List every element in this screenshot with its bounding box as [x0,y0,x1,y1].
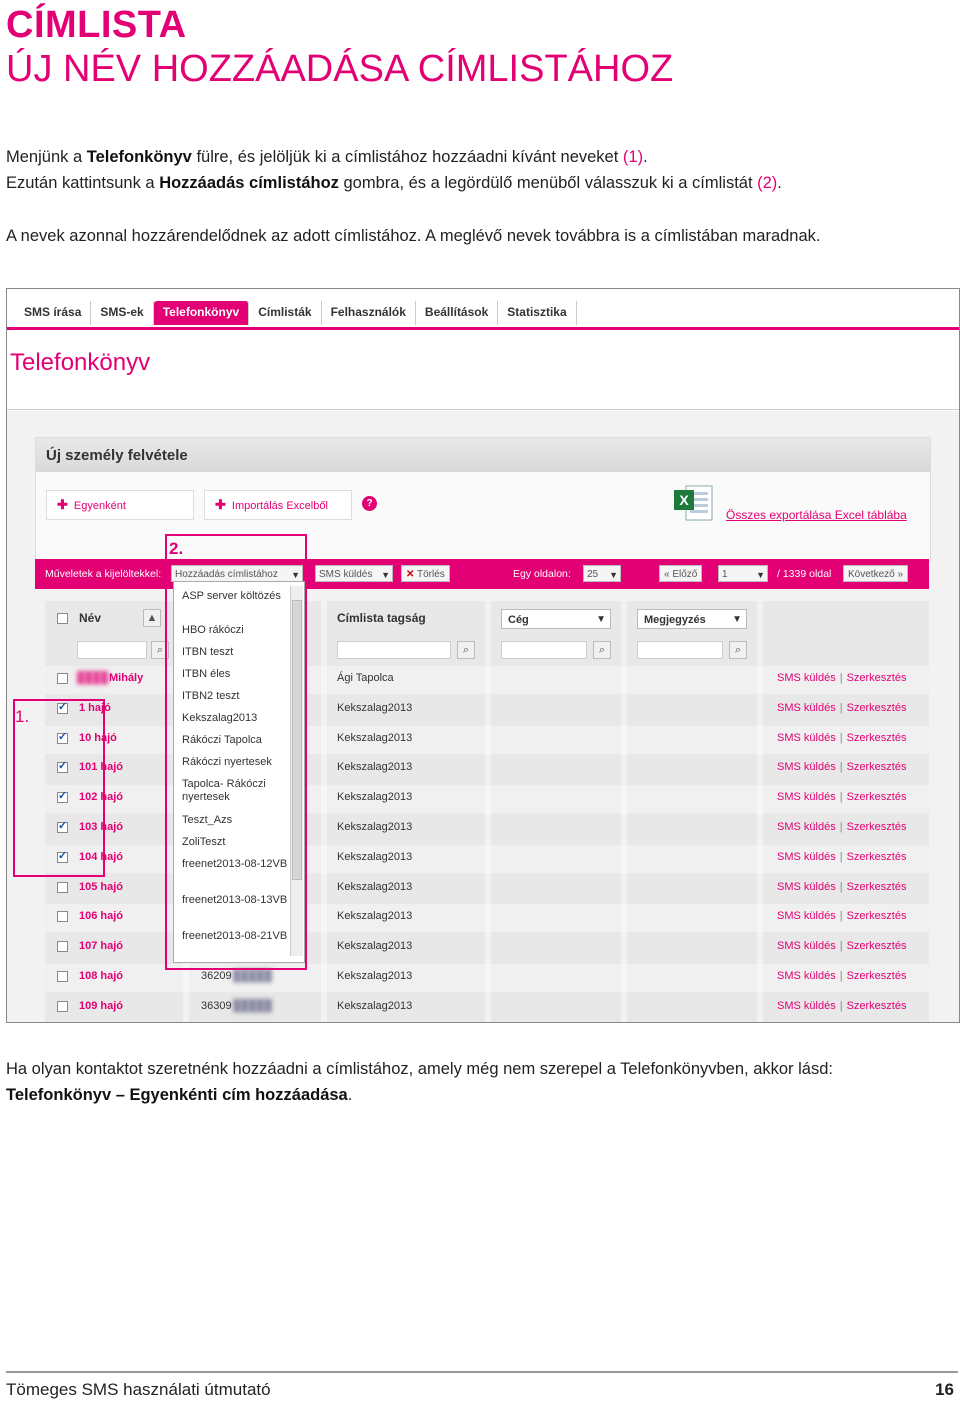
prev-page-button[interactable]: « Előző [659,565,702,582]
page-total: / 1339 oldal [777,568,832,580]
panel-title: Új személy felvétele [46,447,188,464]
company-column-select[interactable]: Cég ▼ [501,609,611,629]
row-actions [777,851,906,863]
send-sms-link[interactable]: SMS küldés [777,821,836,833]
contact-list-membership: Kekszalag2013 [337,702,413,714]
contact-list-membership: Kekszalag2013 [337,791,413,803]
sort-icon[interactable]: ▲ [143,609,161,627]
name-filter-input[interactable] [77,641,147,659]
row-checkbox[interactable] [57,1001,68,1012]
send-sms-link[interactable]: SMS küldés [777,1000,836,1012]
search-icon[interactable]: ⌕ [151,641,169,659]
nav-underline [7,327,959,330]
contact-list-membership: Kekszalag2013 [337,940,413,952]
contact-name[interactable]: 106 hajó [79,910,124,922]
page-select[interactable]: 1 ▼ [718,565,768,582]
actions-label: Műveletek a kijelöltekkel: [45,568,162,580]
tab-3[interactable]: Címlisták [249,301,321,325]
row-actions [777,672,906,684]
separator: | [839,910,843,922]
divider [7,409,959,410]
tab-1[interactable]: SMS-ek [91,301,153,325]
separator: | [839,821,843,833]
contact-list-membership: Kekszalag2013 [337,851,413,863]
callout-label-2: 2. [169,539,184,558]
dropdown-option[interactable]: HBO rákóczi [182,624,244,636]
send-sms-link[interactable]: SMS küldés [777,970,836,982]
callout-box-2 [165,534,307,970]
close-icon: ✕ [406,569,415,580]
contact-name[interactable]: 101 hajó [79,761,124,773]
edit-link[interactable]: Szerkesztés [846,791,907,803]
per-page-select[interactable]: 25 ▼ [583,565,621,582]
row-actions [777,732,906,744]
redacted-text: █████ [233,1000,272,1012]
separator: | [839,672,843,684]
send-sms-link[interactable]: SMS küldés [777,732,836,744]
chevron-down-icon: ▼ [732,614,742,625]
paragraph-1: Menjünk a Telefonkönyv fülre, és jelöljük ki a címlistához hozzáadni kívánt neveket (1). [6,148,648,166]
page-number: 16 [935,1380,954,1399]
separator: | [839,970,843,982]
footer-divider [6,1371,958,1373]
contact-list-membership: Kekszalag2013 [337,1000,413,1012]
redacted-text: ████ [77,672,109,684]
row-checkbox[interactable] [57,911,68,922]
contact-name[interactable]: 109 hajó [79,1000,124,1012]
row-actions [777,821,906,833]
paragraph-4: Ha olyan kontaktot szeretnénk hozzáadni a címlistához, amely még nem szerepel a Telefonkönyvben, akkor lásd: Telefonkönyv – Egyenkénti cím hozzáadása. [6,1060,833,1104]
row-actions [777,761,906,773]
send-sms-link[interactable]: SMS küldés [777,881,836,893]
svg-text:X: X [679,492,689,508]
contact-name[interactable]: 102 hajó [79,791,124,803]
row-actions [777,970,906,982]
dropdown-option[interactable]: Kekszalag2013 [182,712,258,724]
dropdown-option[interactable]: ITBN éles [182,668,231,680]
column-header-list: Címlista tagság [337,611,426,625]
send-sms-link[interactable]: SMS küldés [777,940,836,952]
contact-name[interactable]: 103 hajó [79,821,124,833]
contact-name[interactable]: 108 hajó [79,970,124,982]
redacted-text: █████ [233,970,272,982]
send-sms-link[interactable]: SMS küldés [777,702,836,714]
chevron-down-icon: ▼ [381,570,390,580]
contact-name[interactable]: 1 hajó [79,702,111,714]
add-single-button[interactable]: ✚ Egyenként [46,490,194,520]
edit-link[interactable]: Szerkesztés [846,940,907,952]
dropdown-option[interactable]: freenet2013-08-13VB [182,894,288,906]
contact-list-membership: Kekszalag2013 [337,821,413,833]
dropdown-option[interactable]: ITBN teszt [182,646,234,658]
row-checkbox[interactable] [57,673,68,684]
contact-name[interactable]: 104 hajó [79,851,124,863]
contact-name[interactable]: 107 hajó [79,940,124,952]
row-checkbox[interactable] [57,971,68,982]
contact-list-membership: Kekszalag2013 [337,761,413,773]
dropdown-option[interactable]: freenet2013-08-12VB [182,858,288,870]
dropdown-option[interactable]: ZoliTeszt [182,836,226,848]
paragraph-2: Ezután kattintsunk a Hozzáadás címlistához gombra, és a legördülő menüből válasszuk ki a címlistát (2). [6,174,782,192]
row-checkbox[interactable] [57,882,68,893]
column-header-name: Név [79,611,102,625]
row-actions [777,881,906,893]
edit-link[interactable]: Szerkesztés [846,702,907,714]
footer-title: Tömeges SMS használati útmutató [6,1380,271,1399]
excel-icon [672,482,716,526]
edit-link[interactable]: Szerkesztés [846,732,907,744]
next-page-button[interactable]: Következő » [843,565,908,582]
dropdown-option[interactable]: Tapolca- Rákóczi nyertesek [182,778,266,803]
top-navigation [15,301,577,325]
tab-6[interactable]: Statisztika [498,301,576,325]
send-sms-link[interactable]: SMS küldés [777,672,836,684]
send-sms-link[interactable]: SMS küldés [777,851,836,863]
select-all-checkbox[interactable] [57,613,68,624]
per-page-label: Egy oldalon: [513,568,571,580]
contact-list-membership: Kekszalag2013 [337,732,413,744]
row-actions [777,791,906,803]
dropdown-option[interactable]: ITBN2 teszt [182,690,240,702]
separator: | [839,732,843,744]
send-sms-select[interactable]: SMS küldés ▼ [315,565,393,582]
tab-0[interactable]: SMS írása [15,301,91,325]
doc-subtitle: ÚJ NÉV HOZZÁADÁSA CÍMLISTÁHOZ [6,48,674,90]
search-icon[interactable]: ⌕ [593,641,611,659]
dropdown-option[interactable]: freenet2013-08-21VB [182,930,288,942]
chevron-down-icon: ▼ [596,614,606,625]
separator: | [839,940,843,952]
contact-list-membership: Ági Tapolca [337,672,394,684]
page-heading: Telefonkönyv [10,349,151,376]
row-actions [777,940,906,952]
note-column-select[interactable]: Megjegyzés ▼ [637,609,747,629]
contact-list-membership: Kekszalag2013 [337,970,413,982]
separator: | [839,881,843,893]
paragraph-3: A nevek azonnal hozzárendelődnek az adott címlistához. A meglévő nevek továbbra is a címlistában maradnak. [6,227,821,245]
separator: | [839,702,843,714]
add-to-list-select[interactable]: Hozzáadás címlistához ▼ [171,565,303,582]
panel-header [36,438,930,472]
edit-link[interactable]: Szerkesztés [846,821,907,833]
doc-title: CÍMLISTA [6,4,187,46]
tab-4[interactable]: Felhasználók [322,301,416,325]
send-sms-link[interactable]: SMS küldés [777,910,836,922]
row-checkbox[interactable] [57,941,68,952]
tab-2[interactable]: Telefonkönyv [154,301,249,325]
separator: | [839,791,843,803]
separator: | [839,1000,843,1012]
search-icon[interactable]: ⌕ [729,641,747,659]
dropdown-option[interactable]: Rákóczi nyertesek [182,756,272,768]
contact-name[interactable]: 10 hajó [79,732,117,744]
edit-link[interactable]: Szerkesztés [846,881,907,893]
plus-icon: ✚ [215,497,226,512]
help-icon[interactable]: ? [362,496,377,511]
send-sms-link[interactable]: SMS küldés [777,791,836,803]
contact-phone: 36309 [201,1000,232,1012]
edit-link[interactable]: Szerkesztés [846,672,907,684]
edit-link[interactable]: Szerkesztés [846,1000,907,1012]
edit-link[interactable]: Szerkesztés [846,970,907,982]
note-filter-input[interactable] [637,641,723,659]
edit-link[interactable]: Szerkesztés [846,851,907,863]
plus-icon: ✚ [57,497,68,512]
edit-link[interactable]: Szerkesztés [846,910,907,922]
separator: | [839,761,843,773]
chevron-down-icon: ▼ [291,570,300,580]
app-screenshot [6,288,960,1023]
separator: | [839,851,843,863]
contact-phone: 36209 [201,970,232,982]
chevron-down-icon: ▼ [756,570,765,580]
export-excel-link[interactable]: Összes exportálása Excel táblába [726,508,907,522]
list-filter-input[interactable] [337,641,451,659]
tab-5[interactable]: Beállítások [416,301,498,325]
dropdown-option[interactable]: Rákóczi Tapolca [182,734,262,746]
dropdown-option[interactable]: Teszt_Azs [182,814,233,826]
send-sms-link[interactable]: SMS küldés [777,761,836,773]
dropdown-option[interactable]: ASP server költözés [182,590,281,602]
company-filter-input[interactable] [501,641,587,659]
search-icon[interactable]: ⌕ [457,641,475,659]
row-actions [777,1000,906,1012]
contact-name[interactable]: Mihály [109,672,144,684]
chevron-down-icon: ▼ [609,570,618,580]
row-actions [777,702,906,714]
callout-label-1: 1. [15,707,30,726]
import-excel-button[interactable]: ✚ Importálás Excelből [204,490,352,520]
row-actions [777,910,906,922]
delete-button[interactable]: ✕ Törlés [401,565,450,582]
contact-list-membership: Kekszalag2013 [337,881,413,893]
contact-name[interactable]: 105 hajó [79,881,124,893]
edit-link[interactable]: Szerkesztés [846,761,907,773]
contact-list-membership: Kekszalag2013 [337,910,413,922]
